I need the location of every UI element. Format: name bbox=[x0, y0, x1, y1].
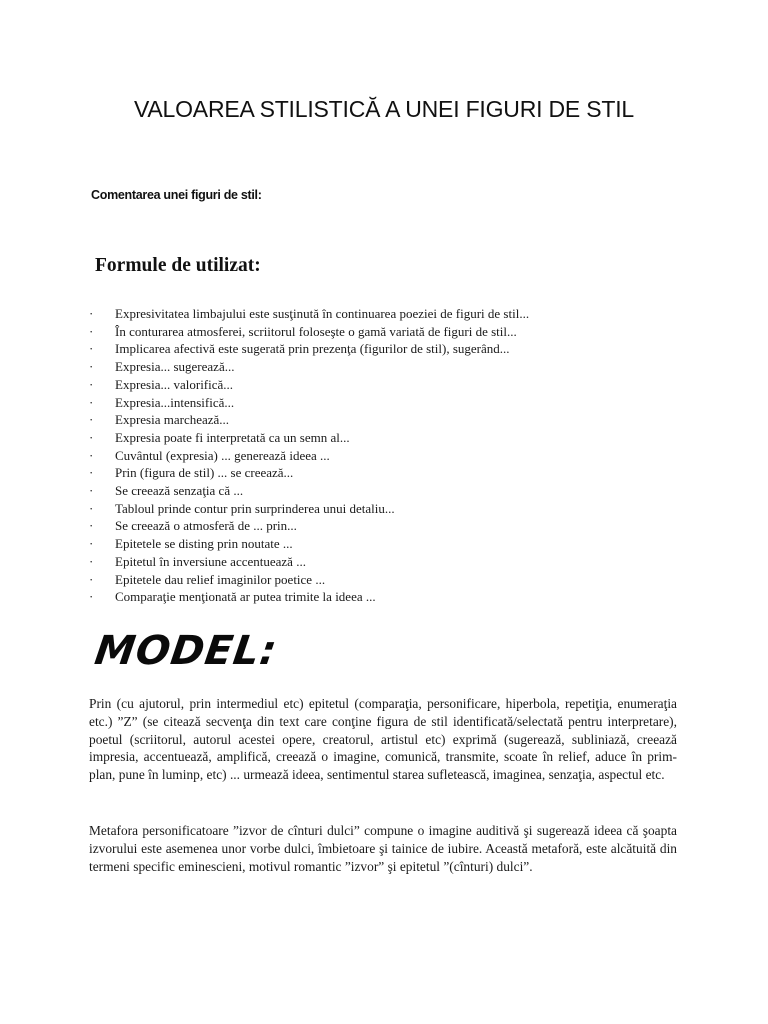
model-paragraph: Prin (cu ajutorul, prin intermediul etc) epitetul (comparaţia, personificare, hiperbola, repetiţia, enumeraţia etc.) ”Z” (se citează secvenţa din text care conţine figura de stil identificată/selectată pentru interpretare), poetul (scriitorul, autorul acestei opere, creatorul, artistul etc) exprimă (sugerează, subliniază, creează impresia, accentuează, amplifică, creează o imagine, comunică, transmite, scoate în relief, aduce în prim-plan, pune în luminp, etc) ... urmează ideea, sentimentul starea sufletească, imaginea, senzaţia, aspectul etc. bbox=[89, 696, 677, 783]
list-item bbox=[89, 500, 529, 518]
bullet-icon: · bbox=[89, 306, 94, 321]
list-item-text: Tabloul prinde contur prin surprinderea unui detaliu... bbox=[115, 500, 395, 516]
list-item-text: Expresivitatea limbajului este susţinută în continuarea poeziei de figuri de stil... bbox=[115, 306, 530, 321]
list-item-text: Expresia marchează... bbox=[115, 412, 230, 428]
list-item bbox=[89, 588, 529, 606]
list-item bbox=[89, 429, 529, 447]
model-paragraph: Metafora personificatoare ”izvor de cînturi dulci” compune o imagine auditivă şi sugerează ideea că şoapta izvorului este asemenea unor vorbe dulci, îmbietoare şi tainice de iubire. Această metaforă, este alcătuită din termeni specific eminescieni, motivul romantic ”izvor” şi epitetul ”(cînturi) dulci”. bbox=[89, 823, 677, 874]
list-item bbox=[89, 394, 529, 412]
bullet-icon: · bbox=[89, 341, 94, 357]
bullet-icon: · bbox=[89, 394, 94, 410]
list-item-text: Expresia poate fi interpretată ca un semn al... bbox=[115, 429, 350, 445]
list-item-text: Cuvântul (expresia) ... generează ideea ... bbox=[115, 447, 330, 463]
list-item bbox=[89, 517, 529, 535]
bullet-icon: · bbox=[89, 536, 94, 552]
bullet-icon: · bbox=[89, 571, 94, 587]
list-item bbox=[89, 411, 529, 429]
list-item bbox=[89, 305, 529, 323]
page-title: VALOAREA STILISTICĂ A UNEI FIGURI DE STIL bbox=[133, 96, 635, 122]
list-item bbox=[89, 553, 529, 571]
list-item bbox=[89, 447, 529, 465]
list-item bbox=[89, 340, 529, 358]
list-item-text: Prin (figura de stil) ... se creează... bbox=[115, 465, 294, 481]
list-item-text: În conturarea atmosferei, scriitorul foloseşte o gamă variată de figuri de stil... bbox=[115, 323, 517, 339]
list-item bbox=[89, 323, 529, 341]
bullet-icon: · bbox=[89, 323, 94, 339]
subtitle: Comentarea unei figuri de stil: bbox=[91, 188, 262, 202]
list-item-text: Se creează senzaţia că ... bbox=[115, 483, 244, 499]
bullet-icon: · bbox=[89, 447, 94, 463]
list-item-text: Se creează o atmosferă de ... prin... bbox=[115, 518, 297, 534]
list-item-text: Expresia... sugerează... bbox=[115, 359, 235, 375]
formule-list bbox=[89, 305, 529, 606]
list-item-text: Comparaţie menţionată ar putea trimite la ideea ... bbox=[115, 589, 376, 605]
bullet-icon: · bbox=[89, 376, 94, 392]
bullet-icon: · bbox=[89, 500, 94, 516]
bullet-icon: · bbox=[89, 518, 94, 534]
list-item-text: Epitetul în inversiune accentuează ... bbox=[115, 553, 306, 569]
list-item-text: Epitetele se disting prin noutate ... bbox=[115, 536, 293, 552]
bullet-icon: · bbox=[89, 553, 94, 569]
list-item bbox=[89, 376, 529, 394]
list-item bbox=[89, 482, 529, 500]
list-item-text: Implicarea afectivă este sugerată prin prezenţa (figurilor de stil), sugerând... bbox=[115, 341, 510, 357]
bullet-icon: · bbox=[89, 483, 94, 499]
model-heading: MODEL: bbox=[92, 628, 281, 674]
bullet-icon: · bbox=[89, 359, 94, 375]
bullet-icon: · bbox=[89, 429, 94, 445]
list-item-text: Expresia... valorifică... bbox=[115, 376, 234, 392]
list-item-text: Expresia...intensifică... bbox=[115, 394, 235, 410]
list-item bbox=[89, 571, 529, 589]
bullet-icon: · bbox=[89, 589, 94, 605]
formule-heading: Formule de utilizat: bbox=[95, 255, 261, 276]
list-item bbox=[89, 464, 529, 482]
list-item-text: Epitetele dau relief imaginilor poetice ... bbox=[115, 571, 326, 587]
list-item bbox=[89, 358, 529, 376]
list-item bbox=[89, 535, 529, 553]
bullet-icon: · bbox=[89, 412, 94, 428]
bullet-icon: · bbox=[89, 465, 94, 481]
